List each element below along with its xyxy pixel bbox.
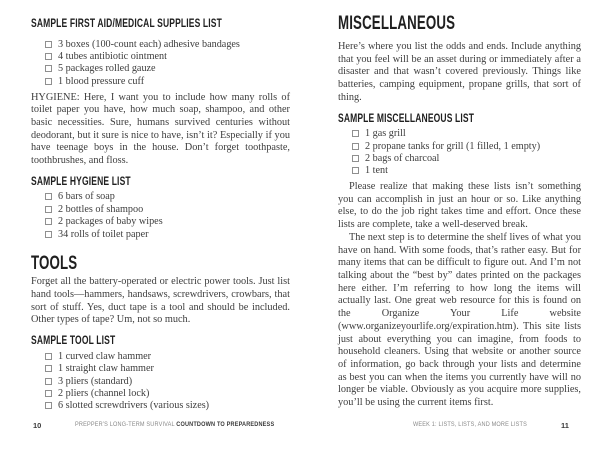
checkbox-icon [45, 53, 52, 60]
checklist-item [45, 350, 290, 362]
chapter-title: COUNTDOWN TO PREPAREDNESS [176, 421, 275, 428]
checklist-item [45, 38, 290, 50]
checklist-item-label: 2 pliers (channel lock) [58, 388, 150, 400]
heading-sample-hygiene-list: SAMPLE HYGIENE LIST [31, 175, 131, 188]
hygiene-checklist [45, 191, 290, 241]
next-step-paragraph: The next step is to determine the shelf lives of what you have on hand. With some foods, that’s rather easy. But for many items that can be difficult to figure out. And I’m not talking about the “best by” dates printed on the packages here either. I’m referring to how long the items will actually last. One great web resource for this is found on the Organize Your Life website (www.organizeyourlife.org/expiration.htm). This site lists just about everything you can imagine, from foods to household cleaners. Using that website or another source of information, go back through your lists and determine as best you can when the items you currently have will no longer be viable. Obviously as you acquire more supplies, you’ll be using the current items first. [338, 231, 581, 409]
checklist-item [45, 400, 290, 412]
checklist-item [45, 63, 290, 75]
checklist-item [352, 165, 581, 177]
checkbox-icon [45, 193, 52, 200]
checklist-item-label: 1 straight claw hammer [58, 363, 154, 375]
left-page [31, 0, 290, 412]
checklist-item-label: 1 gas grill [365, 128, 406, 140]
checklist-item-label: 2 bottles of shampoo [58, 203, 144, 215]
checklist-item [352, 140, 581, 152]
left-running-title [75, 421, 274, 428]
checklist-item [45, 50, 290, 62]
checklist-item-label: 1 tent [365, 165, 388, 177]
right-running-title: WEEK 1: LISTS, LISTS, AND MORE LISTS [413, 421, 528, 428]
miscellaneous-checklist [352, 128, 581, 178]
checkbox-icon [352, 155, 359, 162]
checklist-item [45, 228, 290, 240]
tool-checklist [45, 350, 290, 412]
right-page-number: 11 [561, 421, 569, 430]
checklist-item [352, 152, 581, 164]
checkbox-icon [45, 365, 52, 372]
checklist-item [45, 375, 290, 387]
realize-paragraph: Please realize that making these lists isn’t something you can accomplish in just an hour or so. Like anything else, to do the job right takes time and effort. Once these lists are complete, take a well-deserved break. [338, 181, 581, 231]
heading-sample-first-aid-list: SAMPLE FIRST AID/MEDICAL SUPPLIES LIST [31, 18, 222, 30]
tools-paragraph: Forget all the battery-operated or electric power tools. Just list hand tools—hammers, handsaws, screwdrivers, crowbars, that sort of stuff. Yes, duct tape is a tool and should be included. Other types of tape? Um, not so much. [31, 276, 290, 326]
checkbox-icon [45, 206, 52, 213]
checklist-item-label: 4 tubes antibiotic ointment [58, 51, 167, 63]
checkbox-icon [45, 218, 52, 225]
checkbox-icon [45, 78, 52, 85]
checklist-item [45, 75, 290, 87]
checklist-item-label: 3 pliers (standard) [58, 375, 133, 387]
checklist-item [45, 203, 290, 215]
book-title: PREPPER’S LONG-TERM SURVIVAL [75, 421, 175, 428]
checklist-item [352, 128, 581, 140]
page-footer [0, 421, 600, 433]
checkbox-icon [352, 167, 359, 174]
heading-sample-tool-list: SAMPLE TOOL LIST [31, 335, 116, 348]
hygiene-paragraph: HYGIENE: Here, I want you to include how many rolls of toilet paper you have, how much soap, shampoo, and other basic necessities. Sure, humans survived centuries without deodorant, but it sure is nice to have, isn’t it? Especially if you have teenage boys in the house. Don’t forget toothpaste, toothbrushes, and floss. [31, 91, 290, 167]
left-page-number: 10 [33, 421, 42, 430]
checklist-item [45, 216, 290, 228]
checkbox-icon [352, 130, 359, 137]
checklist-item-label: 1 curved claw hammer [58, 350, 152, 362]
checklist-item-label: 6 slotted screwdrivers (various sizes) [58, 400, 210, 412]
checklist-item-label: 2 bags of charcoal [365, 152, 440, 164]
heading-sample-miscellaneous-list: SAMPLE MISCELLANEOUS LIST [338, 112, 475, 125]
right-page [338, 0, 581, 410]
checkbox-icon [352, 143, 359, 150]
checklist-item-label: 3 boxes (100-count each) adhesive bandages [58, 38, 240, 50]
checkbox-icon [45, 231, 52, 238]
checklist-item-label: 1 blood pressure cuff [58, 75, 145, 87]
checklist-item-label: 5 packages rolled gauze [58, 63, 156, 75]
first-aid-checklist [45, 38, 290, 88]
checkbox-icon [45, 41, 52, 48]
checklist-item [45, 387, 290, 399]
checklist-item [45, 363, 290, 375]
checkbox-icon [45, 378, 52, 385]
heading-miscellaneous: MISCELLANEOUS [338, 13, 456, 34]
checklist-item-label: 2 propane tanks for grill (1 filled, 1 empty) [365, 140, 541, 152]
checkbox-icon [45, 353, 52, 360]
heading-tools: TOOLS [31, 253, 78, 275]
checkbox-icon [45, 402, 52, 409]
miscellaneous-paragraph: Here’s where you list the odds and ends. Include anything that you feel will be an asset during or immediately after a disaster and that wasn’t covered previously. Things like batteries, camping equipment, propane grills, that sort of thing. [338, 41, 581, 103]
checklist-item [45, 191, 290, 203]
checklist-item-label: 34 rolls of toilet paper [58, 228, 149, 240]
checkbox-icon [45, 65, 52, 72]
checkbox-icon [45, 390, 52, 397]
checklist-item-label: 2 packages of baby wipes [58, 216, 163, 228]
checklist-item-label: 6 bars of soap [58, 191, 115, 203]
